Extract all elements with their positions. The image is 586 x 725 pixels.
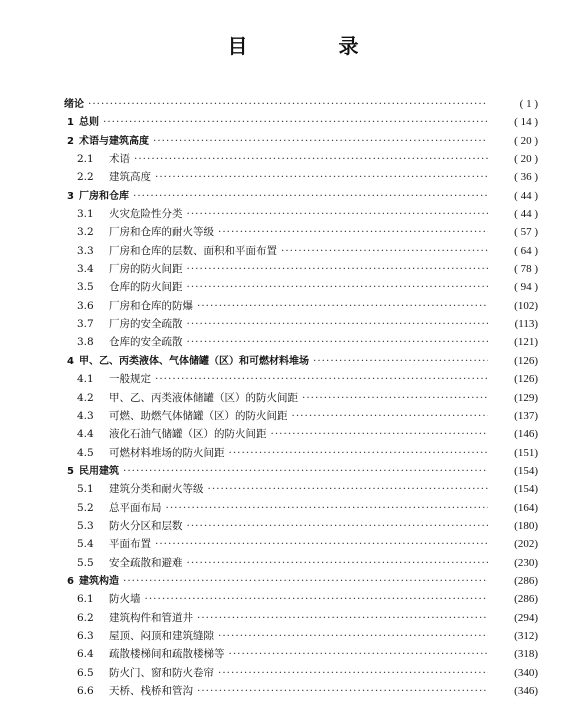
toc-page-number: (180) — [514, 519, 538, 532]
toc-section-row[interactable] — [64, 389, 538, 407]
toc-title: 厂房的安全疏散 — [109, 318, 183, 331]
toc-title: 一般规定 — [109, 373, 151, 386]
toc-title: 防火墙 — [109, 593, 141, 606]
toc-section-row[interactable] — [64, 517, 538, 535]
toc-page-number: ( 20 ) — [514, 153, 538, 166]
dot-leader — [218, 627, 488, 645]
toc-title: 液化石油气储罐（区）的防火间距 — [109, 428, 267, 441]
toc-number: 6.6 — [77, 685, 94, 697]
dot-leader — [218, 664, 488, 682]
toc-page-number: (230) — [514, 556, 538, 569]
toc-page-number: (151) — [514, 446, 538, 459]
toc-section-row[interactable] — [64, 499, 538, 517]
toc-section-row[interactable] — [64, 682, 538, 700]
dot-leader — [88, 95, 488, 113]
toc-title: 厂房和仓库的耐火等级 — [109, 226, 214, 239]
toc-section-row[interactable] — [64, 444, 538, 462]
toc-page-number: (126) — [514, 354, 538, 367]
toc-section-row[interactable] — [64, 627, 538, 645]
dot-leader — [155, 535, 488, 553]
toc-number: 6.5 — [77, 666, 94, 679]
toc-title: 厂房的防火间距 — [109, 263, 183, 276]
toc-title: 火灾危险性分类 — [109, 208, 183, 221]
toc-title: 屋顶、闷顶和建筑缝隙 — [109, 629, 214, 642]
toc-title: 仓库的安全疏散 — [109, 336, 183, 349]
toc-number: 5 — [67, 465, 74, 477]
dot-leader — [197, 609, 488, 627]
dot-leader — [292, 407, 489, 425]
toc-section-row[interactable] — [64, 205, 538, 223]
toc-title: 术语与建筑高度 — [79, 135, 149, 147]
toc-section-row[interactable] — [64, 297, 538, 315]
dot-leader — [153, 132, 488, 150]
toc-title: 建筑构造 — [79, 575, 119, 587]
toc-title: 防火分区和层数 — [109, 519, 183, 532]
toc-page-number: (137) — [514, 409, 538, 422]
toc-number: 6.2 — [77, 611, 94, 624]
toc-number: 3.6 — [77, 299, 94, 312]
toc-title: 建筑高度 — [109, 171, 151, 184]
toc-title: 天桥、栈桥和管沟 — [109, 685, 193, 697]
dot-leader — [103, 113, 488, 131]
dot-leader — [271, 425, 489, 443]
toc-number: 4.3 — [77, 409, 94, 422]
dot-leader — [229, 645, 489, 663]
toc-title: 平面布置 — [109, 538, 151, 551]
toc-number: 2 — [67, 135, 74, 147]
dot-leader — [187, 260, 489, 278]
toc-chapter-row[interactable] — [64, 352, 538, 370]
toc-page-number: (312) — [514, 629, 538, 642]
toc-chapter-row[interactable] — [64, 95, 538, 113]
dot-leader — [145, 590, 489, 608]
toc-section-row[interactable] — [64, 260, 538, 278]
toc-page-number: ( 44 ) — [514, 189, 538, 202]
toc-page-number: ( 64 ) — [514, 244, 538, 257]
toc-page-number: ( 44 ) — [514, 208, 538, 221]
toc-page-number: (164) — [514, 501, 538, 514]
toc-title: 厂房和仓库的防爆 — [109, 299, 193, 312]
dot-leader — [187, 315, 489, 333]
toc-number: 4 — [67, 355, 74, 367]
toc-section-row[interactable] — [64, 480, 538, 498]
table-of-contents — [64, 95, 538, 700]
toc-section-row[interactable] — [64, 664, 538, 682]
dot-leader — [123, 462, 488, 480]
toc-number: 4.1 — [77, 373, 94, 386]
toc-title: 总平面布局 — [109, 501, 162, 514]
toc-page-number: (113) — [514, 318, 538, 331]
dot-leader — [134, 150, 488, 168]
toc-section-row[interactable] — [64, 554, 538, 572]
toc-number: 3.3 — [77, 244, 94, 257]
dot-leader — [281, 242, 488, 260]
toc-page-number: (146) — [514, 428, 538, 441]
dot-leader — [133, 187, 488, 205]
toc-number: 6.3 — [77, 629, 94, 642]
toc-page-number: ( 36 ) — [514, 171, 538, 184]
dot-leader — [208, 480, 489, 498]
toc-page-number: ( 20 ) — [514, 134, 538, 147]
toc-number: 3.8 — [77, 336, 94, 349]
toc-title: 厂房和仓库 — [79, 190, 129, 202]
toc-section-row[interactable] — [64, 425, 538, 443]
toc-title: 民用建筑 — [79, 465, 119, 477]
toc-number: 5.3 — [77, 519, 94, 532]
toc-page-number: (286) — [514, 593, 538, 606]
toc-title: 疏散楼梯间和疏散楼梯等 — [109, 648, 225, 661]
toc-title: 安全疏散和避难 — [109, 556, 183, 569]
toc-page-number: ( 78 ) — [514, 263, 538, 276]
toc-number: 5.2 — [77, 501, 94, 514]
toc-title: 厂房和仓库的层数、面积和平面布置 — [109, 244, 277, 257]
toc-title: 甲、乙、丙类液体储罐（区）的防火间距 — [109, 391, 298, 404]
toc-section-row[interactable] — [64, 223, 538, 241]
toc-section-row[interactable] — [64, 645, 538, 663]
dot-leader — [187, 278, 489, 296]
toc-page-number: (286) — [514, 574, 538, 587]
toc-number: 3.1 — [77, 208, 94, 221]
toc-section-row[interactable] — [64, 150, 538, 168]
toc-section-row[interactable] — [64, 278, 538, 296]
dot-leader — [197, 297, 488, 315]
toc-section-row[interactable] — [64, 609, 538, 627]
toc-page-number: ( 94 ) — [514, 281, 538, 294]
toc-title: 甲、乙、丙类液体、气体储罐（区）和可燃材料堆场 — [79, 355, 309, 367]
toc-title: 建筑构件和管道井 — [109, 611, 193, 624]
toc-title: 可燃、助燃气体储罐（区）的防火间距 — [109, 409, 288, 422]
dot-leader — [155, 168, 488, 186]
toc-number: 2.1 — [77, 153, 94, 166]
toc-number: 3.4 — [77, 263, 94, 276]
toc-page-number: (154) — [514, 464, 538, 477]
toc-page-number: (346) — [514, 685, 538, 697]
dot-leader — [197, 682, 488, 700]
toc-number: 3.7 — [77, 318, 94, 331]
toc-title: 绪论 — [64, 99, 84, 110]
toc-page-number: ( 1 ) — [519, 98, 538, 110]
toc-number: 6.1 — [77, 593, 94, 606]
toc-section-row[interactable] — [64, 333, 538, 351]
toc-section-row[interactable] — [64, 590, 538, 608]
toc-title: 防火门、窗和防火卷帘 — [109, 666, 214, 679]
toc-chapter-row[interactable] — [64, 187, 538, 205]
toc-title: 总则 — [79, 117, 99, 129]
toc-number: 5.1 — [77, 483, 94, 496]
dot-leader — [229, 444, 489, 462]
toc-number: 1 — [67, 117, 74, 129]
toc-number: 3.5 — [77, 281, 94, 294]
page-title: 目 录 — [227, 34, 401, 58]
toc-page-number: ( 57 ) — [514, 226, 538, 239]
toc-page-number: (202) — [514, 538, 538, 551]
toc-section-row[interactable] — [64, 242, 538, 260]
toc-section-row[interactable] — [64, 535, 538, 553]
toc-number: 6.4 — [77, 648, 94, 661]
toc-chapter-row[interactable] — [64, 132, 538, 150]
toc-title: 可燃材料堆场的防火间距 — [109, 446, 225, 459]
toc-page-number: (154) — [514, 483, 538, 496]
toc-section-row[interactable] — [64, 370, 538, 388]
dot-leader — [313, 352, 488, 370]
dot-leader — [155, 370, 488, 388]
dot-leader — [187, 517, 489, 535]
toc-page-number: (340) — [514, 666, 538, 679]
toc-page-number: (318) — [514, 648, 538, 661]
toc-number: 4.5 — [77, 446, 94, 459]
toc-number: 6 — [67, 575, 74, 587]
toc-number: 4.4 — [77, 428, 94, 441]
toc-section-row[interactable] — [64, 407, 538, 425]
dot-leader — [187, 205, 489, 223]
dot-leader — [166, 499, 489, 517]
toc-chapter-row[interactable] — [64, 462, 538, 480]
dot-leader — [187, 333, 489, 351]
toc-number: 5.4 — [77, 538, 94, 551]
toc-number: 3.2 — [77, 226, 94, 239]
toc-title: 仓库的防火间距 — [109, 281, 183, 294]
toc-number: 3 — [67, 190, 74, 202]
dot-leader — [187, 554, 489, 572]
toc-number: 5.5 — [77, 556, 94, 569]
toc-chapter-row[interactable] — [64, 113, 538, 131]
toc-page-number: ( 14 ) — [514, 116, 538, 129]
toc-title: 术语 — [109, 153, 130, 166]
toc-page-number: (294) — [514, 611, 538, 624]
toc-page-number: (129) — [514, 391, 538, 404]
toc-section-row[interactable] — [64, 168, 538, 186]
toc-title: 建筑分类和耐火等级 — [109, 483, 204, 496]
dot-leader — [123, 572, 488, 590]
toc-number: 2.2 — [77, 171, 94, 184]
toc-page-number: (126) — [514, 373, 538, 386]
toc-page-number: (102) — [514, 299, 538, 312]
dot-leader — [218, 223, 488, 241]
toc-page-number: (121) — [514, 336, 538, 349]
toc-number: 4.2 — [77, 391, 94, 404]
toc-chapter-row[interactable] — [64, 572, 538, 590]
dot-leader — [302, 389, 488, 407]
toc-section-row[interactable] — [64, 315, 538, 333]
